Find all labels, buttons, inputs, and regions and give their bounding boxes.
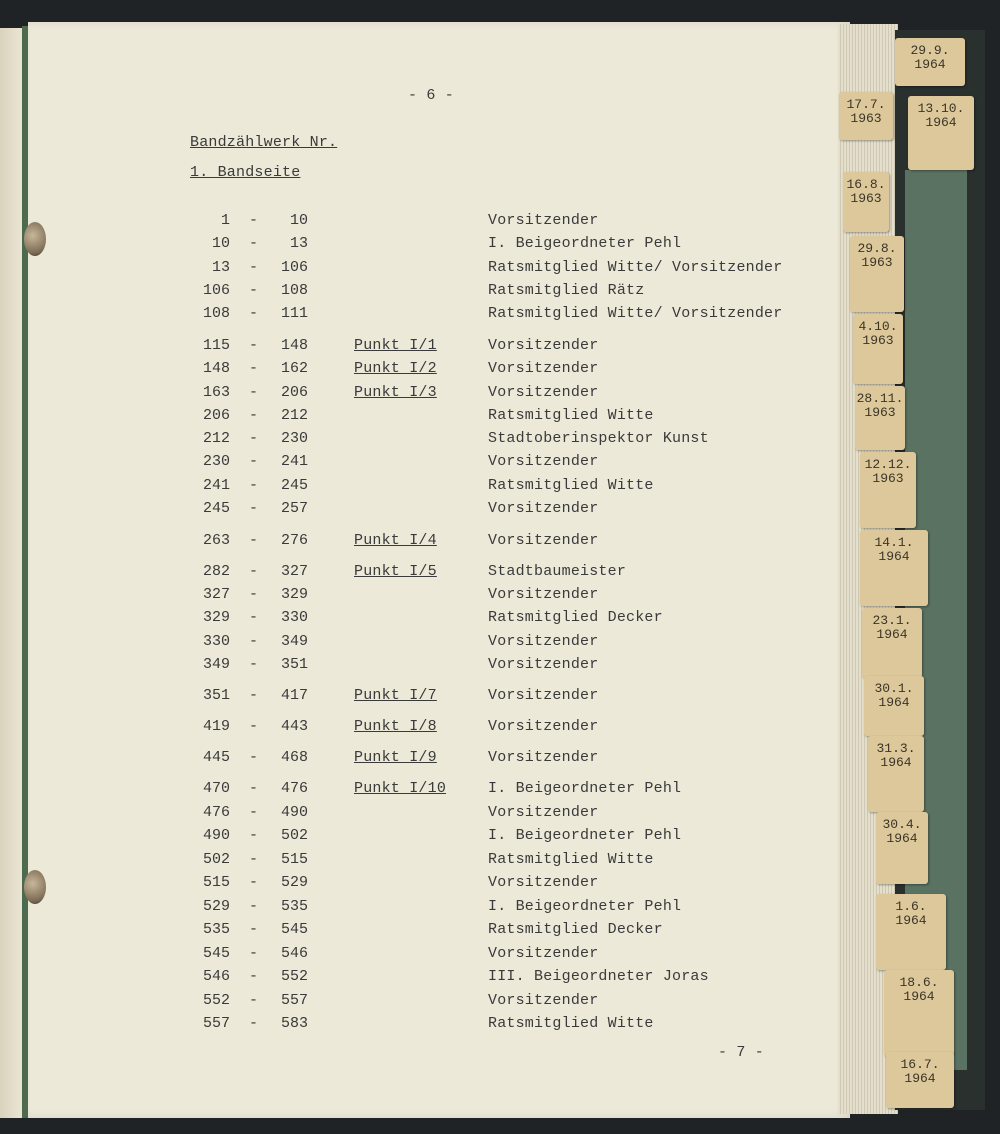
range-end: 245: [280, 477, 308, 494]
range-end: 327: [280, 563, 308, 580]
range-end: 206: [280, 384, 308, 401]
range-start: 546: [202, 968, 230, 985]
range-end: 468: [280, 749, 308, 766]
range-end: 10: [289, 212, 308, 229]
range-end: 106: [280, 259, 308, 276]
range-dash: -: [249, 212, 259, 229]
agenda-item: Punkt I/4: [354, 532, 437, 549]
range-start: 490: [202, 827, 230, 844]
range-end: 13: [289, 235, 308, 252]
range-dash: -: [249, 337, 259, 354]
range-dash: -: [249, 500, 259, 517]
date-tab: 18.6. 1964: [884, 970, 954, 1056]
speaker: Vorsitzender: [488, 687, 599, 704]
range-dash: -: [249, 874, 259, 891]
range-start: 515: [202, 874, 230, 891]
speaker: Vorsitzender: [488, 945, 599, 962]
range-start: 115: [202, 337, 230, 354]
speaker: Ratsmitglied Witte/ Vorsitzender: [488, 305, 783, 322]
range-dash: -: [249, 749, 259, 766]
range-dash: -: [249, 851, 259, 868]
speaker: Stadtbaumeister: [488, 563, 627, 580]
binder-ring-bottom: [24, 870, 46, 904]
range-start: 163: [202, 384, 230, 401]
left-page-edge: [0, 28, 24, 1118]
subheading: 1. Bandseite: [190, 164, 301, 181]
range-start: 351: [202, 687, 230, 704]
agenda-item: Punkt I/2: [354, 360, 437, 377]
speaker: Ratsmitglied Rätz: [488, 282, 645, 299]
range-end: 552: [280, 968, 308, 985]
range-end: 241: [280, 453, 308, 470]
range-dash: -: [249, 1015, 259, 1032]
range-start: 476: [202, 804, 230, 821]
speaker: Vorsitzender: [488, 360, 599, 377]
range-end: 502: [280, 827, 308, 844]
date-tab: 16.7. 1964: [886, 1052, 954, 1108]
speaker: Ratsmitglied Witte: [488, 851, 654, 868]
date-tab: 29.9. 1964: [895, 38, 965, 86]
range-start: 529: [202, 898, 230, 915]
speaker: Ratsmitglied Witte: [488, 1015, 654, 1032]
range-end: 111: [280, 305, 308, 322]
date-tab: 28.11. 1963: [855, 386, 905, 450]
range-start: 230: [202, 453, 230, 470]
speaker: Vorsitzender: [488, 718, 599, 735]
range-end: 349: [280, 633, 308, 650]
range-end: 351: [280, 656, 308, 673]
page-number-top: - 6 -: [408, 87, 455, 104]
range-start: 545: [202, 945, 230, 962]
speaker: III. Beigeordneter Joras: [488, 968, 709, 985]
page-number-bottom: - 7 -: [718, 1044, 765, 1061]
range-dash: -: [249, 259, 259, 276]
agenda-item: Punkt I/1: [354, 337, 437, 354]
range-dash: -: [249, 453, 259, 470]
range-dash: -: [249, 305, 259, 322]
range-dash: -: [249, 921, 259, 938]
range-dash: -: [249, 430, 259, 447]
range-end: 529: [280, 874, 308, 891]
date-tab: 31.3. 1964: [868, 736, 924, 812]
range-end: 583: [280, 1015, 308, 1032]
range-end: 545: [280, 921, 308, 938]
range-end: 329: [280, 586, 308, 603]
range-end: 148: [280, 337, 308, 354]
date-tab: 14.1. 1964: [860, 530, 928, 606]
range-end: 490: [280, 804, 308, 821]
date-tab: 16.8. 1963: [843, 172, 889, 232]
date-tab: 29.8. 1963: [850, 236, 904, 312]
range-start: 282: [202, 563, 230, 580]
speaker: Vorsitzender: [488, 212, 599, 229]
date-tab: 4.10. 1963: [853, 314, 903, 384]
agenda-item: Punkt I/3: [354, 384, 437, 401]
range-end: 535: [280, 898, 308, 915]
range-dash: -: [249, 780, 259, 797]
range-dash: -: [249, 282, 259, 299]
range-start: 557: [202, 1015, 230, 1032]
speaker: Stadtoberinspektor Kunst: [488, 430, 709, 447]
range-dash: -: [249, 407, 259, 424]
range-start: 106: [202, 282, 230, 299]
date-tab: 30.4. 1964: [876, 812, 928, 884]
range-start: 148: [202, 360, 230, 377]
date-tab: 13.10. 1964: [908, 96, 974, 170]
speaker: Ratsmitglied Decker: [488, 609, 663, 626]
range-dash: -: [249, 360, 259, 377]
range-end: 230: [280, 430, 308, 447]
agenda-item: Punkt I/7: [354, 687, 437, 704]
range-start: 419: [202, 718, 230, 735]
range-dash: -: [249, 384, 259, 401]
speaker: I. Beigeordneter Pehl: [488, 898, 682, 915]
speaker: I. Beigeordneter Pehl: [488, 235, 682, 252]
range-end: 330: [280, 609, 308, 626]
range-start: 470: [202, 780, 230, 797]
range-end: 443: [280, 718, 308, 735]
range-start: 1: [220, 212, 230, 229]
range-dash: -: [249, 235, 259, 252]
speaker: Vorsitzender: [488, 453, 599, 470]
document-page: [28, 22, 850, 1118]
range-start: 245: [202, 500, 230, 517]
range-start: 502: [202, 851, 230, 868]
range-dash: -: [249, 992, 259, 1009]
date-tab: 12.12. 1963: [860, 452, 916, 528]
speaker: Vorsitzender: [488, 804, 599, 821]
speaker: Vorsitzender: [488, 992, 599, 1009]
speaker: Ratsmitglied Witte/ Vorsitzender: [488, 259, 783, 276]
range-end: 257: [280, 500, 308, 517]
speaker: Vorsitzender: [488, 500, 599, 517]
date-tab: 30.1. 1964: [864, 676, 924, 736]
agenda-item: Punkt I/10: [354, 780, 447, 797]
range-start: 108: [202, 305, 230, 322]
range-end: 515: [280, 851, 308, 868]
agenda-item: Punkt I/5: [354, 563, 437, 580]
agenda-item: Punkt I/9: [354, 749, 437, 766]
speaker: Vorsitzender: [488, 532, 599, 549]
range-start: 535: [202, 921, 230, 938]
range-end: 476: [280, 780, 308, 797]
range-start: 206: [202, 407, 230, 424]
range-end: 276: [280, 532, 308, 549]
range-dash: -: [249, 968, 259, 985]
range-dash: -: [249, 656, 259, 673]
speaker: Ratsmitglied Witte: [488, 407, 654, 424]
speaker: Vorsitzender: [488, 656, 599, 673]
range-end: 557: [280, 992, 308, 1009]
range-end: 162: [280, 360, 308, 377]
speaker: Vorsitzender: [488, 586, 599, 603]
agenda-item: Punkt I/8: [354, 718, 437, 735]
speaker: Vorsitzender: [488, 633, 599, 650]
range-dash: -: [249, 804, 259, 821]
range-dash: -: [249, 563, 259, 580]
range-end: 212: [280, 407, 308, 424]
range-dash: -: [249, 609, 259, 626]
range-dash: -: [249, 827, 259, 844]
speaker: Vorsitzender: [488, 749, 599, 766]
binder-ring-top: [24, 222, 46, 256]
speaker: Vorsitzender: [488, 384, 599, 401]
range-start: 13: [211, 259, 230, 276]
range-end: 417: [280, 687, 308, 704]
range-start: 241: [202, 477, 230, 494]
speaker: Ratsmitglied Decker: [488, 921, 663, 938]
range-end: 108: [280, 282, 308, 299]
range-dash: -: [249, 633, 259, 650]
range-dash: -: [249, 586, 259, 603]
heading: Bandzählwerk Nr.: [190, 134, 338, 151]
range-start: 330: [202, 633, 230, 650]
range-dash: -: [249, 477, 259, 494]
range-start: 263: [202, 532, 230, 549]
range-dash: -: [249, 687, 259, 704]
range-start: 327: [202, 586, 230, 603]
range-start: 552: [202, 992, 230, 1009]
speaker: Vorsitzender: [488, 337, 599, 354]
speaker: I. Beigeordneter Pehl: [488, 827, 682, 844]
speaker: I. Beigeordneter Pehl: [488, 780, 682, 797]
range-start: 329: [202, 609, 230, 626]
range-end: 546: [280, 945, 308, 962]
range-dash: -: [249, 718, 259, 735]
range-dash: -: [249, 945, 259, 962]
range-start: 349: [202, 656, 230, 673]
range-start: 445: [202, 749, 230, 766]
speaker: Ratsmitglied Witte: [488, 477, 654, 494]
date-tab: 23.1. 1964: [862, 608, 922, 678]
range-dash: -: [249, 532, 259, 549]
date-tab: 17.7. 1963: [839, 92, 893, 140]
range-start: 10: [211, 235, 230, 252]
range-dash: -: [249, 898, 259, 915]
range-start: 212: [202, 430, 230, 447]
date-tab: 1.6. 1964: [876, 894, 946, 970]
speaker: Vorsitzender: [488, 874, 599, 891]
